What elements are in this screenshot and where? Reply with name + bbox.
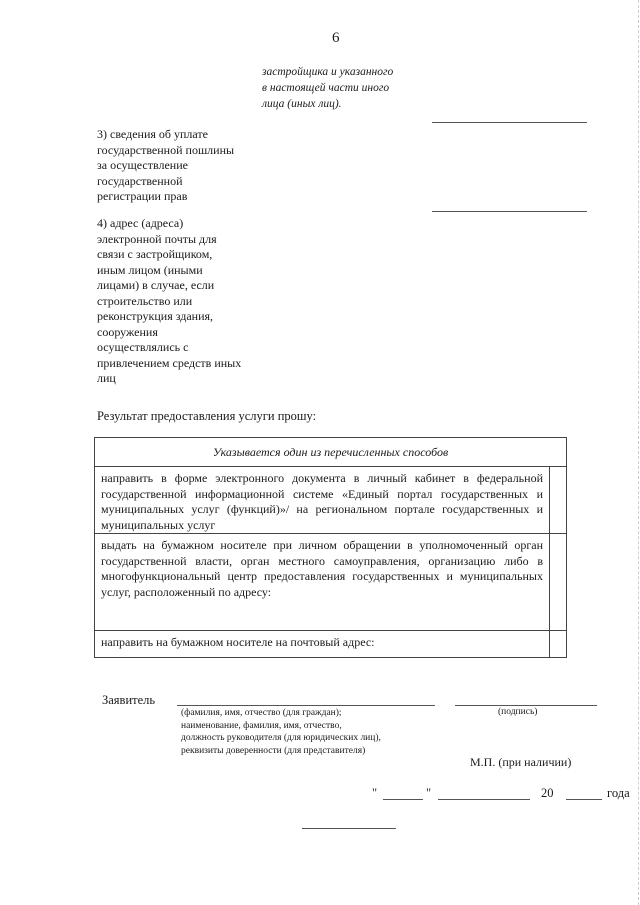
date-year-suffix: года bbox=[607, 786, 630, 800]
option-postal-text: направить на бумажном носителе на почтовый адрес: bbox=[101, 635, 375, 649]
field-line: за осуществление bbox=[97, 158, 188, 172]
table-header-row bbox=[95, 438, 567, 467]
table-row bbox=[95, 631, 567, 658]
date-year-prefix: 20 bbox=[541, 786, 554, 800]
table-header: Указывается один из перечисленных способов bbox=[95, 438, 567, 467]
date-month-line[interactable] bbox=[438, 799, 530, 800]
table-row bbox=[95, 467, 567, 534]
field-line: лиц bbox=[97, 371, 116, 385]
page-number: 6 bbox=[332, 30, 340, 46]
hint-line: наименование, фамилия, имя, отчество, bbox=[181, 720, 342, 731]
field-line: лицами) в случае, если bbox=[97, 278, 215, 292]
field-item4-label bbox=[97, 216, 262, 387]
option-in-person-text: выдать на бумажном носителе при личном обращении в уполномоченный орган государственной власти, орган местного самоуправления, организацию либо в многофункциональный центр предоставления государственных и муниципальных услуг, расположенный по адресу: bbox=[101, 538, 543, 599]
field-line: регистрации прав bbox=[97, 189, 188, 203]
field-line: 3) сведения об уплате bbox=[97, 127, 208, 141]
scan-edge-artifact bbox=[637, 0, 639, 905]
option-postal-checkbox[interactable] bbox=[550, 631, 567, 658]
date-open-quote: " bbox=[372, 786, 378, 800]
top-note bbox=[262, 64, 432, 112]
hint-line: (фамилия, имя, отчество (для граждан); bbox=[181, 708, 342, 718]
result-options-table bbox=[94, 437, 567, 658]
option-electronic-text: направить в форме электронного документа в личный кабинет в федеральной государственной информационной системе «Единый портал государственных и муниципальных услуг (функций)»/ на региональном портале государственных и муниципальных услуг bbox=[101, 471, 543, 532]
option-in-person-cell bbox=[95, 534, 550, 631]
applicant-signature-line[interactable] bbox=[455, 705, 597, 706]
applicant-name-line[interactable] bbox=[177, 705, 435, 706]
field-line: связи с застройщиком, bbox=[97, 247, 213, 261]
field-line: реконструкция здания, bbox=[97, 309, 214, 323]
top-note-line: лица (иных лиц). bbox=[262, 98, 342, 110]
table-row bbox=[95, 534, 567, 631]
option-in-person-checkbox[interactable] bbox=[550, 534, 567, 631]
hint-line: реквизиты доверенности (для представителя) bbox=[181, 745, 366, 756]
option-electronic-checkbox[interactable] bbox=[550, 467, 567, 534]
field-line: 4) адрес (адреса) bbox=[97, 216, 184, 230]
field-item3-label bbox=[97, 127, 262, 205]
seal-note: М.П. (при наличии) bbox=[470, 755, 572, 769]
field-line: государственной пошлины bbox=[97, 142, 235, 157]
applicant-name-hint bbox=[181, 707, 381, 757]
date-day-line[interactable] bbox=[383, 799, 423, 800]
option-electronic-cell bbox=[95, 467, 550, 534]
hint-line: должность руководителя (для юридических лиц), bbox=[181, 733, 381, 743]
fill-line-top-note bbox=[432, 122, 587, 123]
field-line: электронной почты для bbox=[97, 231, 217, 246]
signature-hint: (подпись) bbox=[498, 707, 538, 717]
field-line: осуществлялись с bbox=[97, 340, 189, 354]
field-line: иным лицом (иными bbox=[97, 262, 203, 277]
result-title: Результат предоставления услуги прошу: bbox=[97, 409, 317, 423]
field-line: государственной bbox=[97, 173, 183, 188]
field-line: строительство или bbox=[97, 293, 193, 308]
top-note-line: в настоящей части иного bbox=[262, 82, 390, 94]
option-postal-cell bbox=[95, 631, 550, 658]
top-note-line: застройщика и указанного bbox=[262, 66, 394, 78]
field-line: привлечением средств иных bbox=[97, 355, 242, 370]
applicant-label: Заявитель bbox=[102, 693, 156, 707]
closing-separator-line bbox=[302, 828, 396, 829]
date-close-quote: " bbox=[426, 786, 432, 800]
field-line: сооружения bbox=[97, 324, 158, 339]
fill-line-item3 bbox=[432, 211, 587, 212]
date-year-line[interactable] bbox=[566, 799, 602, 800]
